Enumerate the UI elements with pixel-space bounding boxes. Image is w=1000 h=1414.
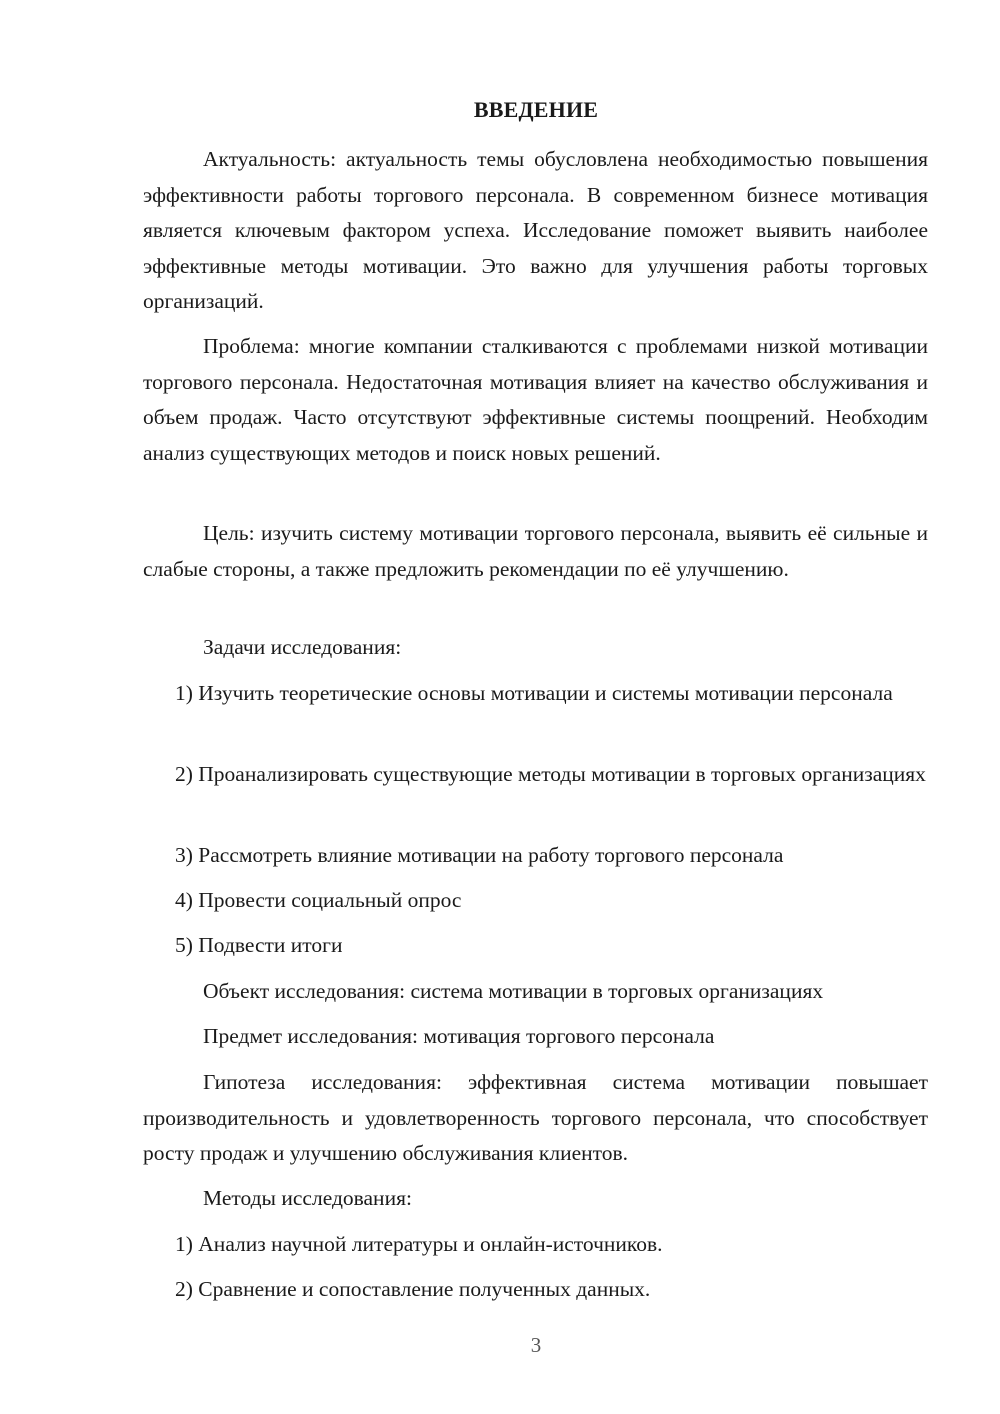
section-title: ВВЕДЕНИЕ <box>473 97 599 122</box>
task-item: 2) Проанализировать существующие методы мотивации в торговых организациях <box>175 762 926 786</box>
hypothesis-paragraph: Гипотеза исследования: эффективная система мотивации повышает производительность и удовлетворенность торгового персонала, что способствует росту продаж и улучшению обслуживания клиентов. <box>143 1070 928 1165</box>
task-item: 1) Изучить теоретические основы мотивации и системы мотивации персонала <box>175 681 893 705</box>
object-paragraph: Объект исследования: система мотивации в торговых организациях <box>203 979 824 1003</box>
task-item: 3) Рассмотреть влияние мотивации на работу торгового персонала <box>175 843 784 867</box>
relevance-paragraph: Актуальность: актуальность темы обусловлена необходимостью повышения эффективности работы торгового персонала. В современном бизнесе мотивация является ключевым фактором успеха. Исследование поможет выявить наиболее эффективные методы мотивации. Это важно для улучшения работы торговых организаций. <box>143 147 928 313</box>
goal-paragraph: Цель: изучить систему мотивации торгового персонала, выявить её сильные и слабые стороны, а также предложить рекомендации по её улучшению. <box>143 521 928 581</box>
problem-paragraph: Проблема: многие компании сталкиваются с проблемами низкой мотивации торгового персонала. Недостаточная мотивация влияет на качество обслуживания и объем продаж. Часто отсутствуют эффективные системы поощрений. Необходим анализ существующих методов и поиск новых решений. <box>143 334 928 465</box>
method-item: 1) Анализ научной литературы и онлайн-источников. <box>175 1232 663 1256</box>
task-item: 4) Провести социальный опрос <box>175 888 462 912</box>
tasks-heading: Задачи исследования: <box>203 635 402 659</box>
methods-heading: Методы исследования: <box>203 1186 412 1210</box>
task-item: 5) Подвести итоги <box>175 933 343 957</box>
subject-paragraph: Предмет исследования: мотивация торгового персонала <box>203 1024 715 1048</box>
page-number: 3 <box>530 1333 542 1357</box>
method-item: 2) Сравнение и сопоставление полученных данных. <box>175 1277 651 1301</box>
